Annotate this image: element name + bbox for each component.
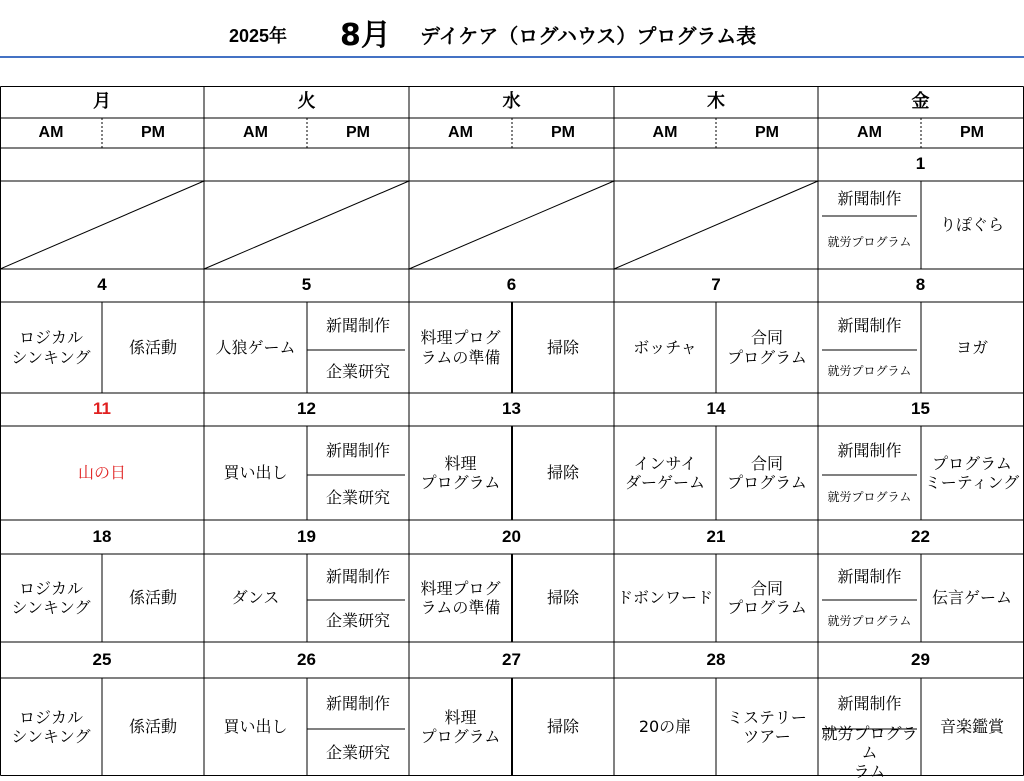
am-activity: ロジカル シンキング	[11, 328, 91, 367]
pm-activity: 新聞制作	[325, 316, 390, 336]
title-year: 2025年	[229, 26, 288, 46]
am-sub-activity: 就労プログラム	[827, 613, 912, 628]
am-activity: ロジカル シンキング	[11, 578, 91, 617]
am-activity: 20の扉	[638, 717, 692, 737]
weekday-header: 木	[707, 91, 725, 113]
pm-activity: 新聞制作	[325, 567, 390, 587]
pm-activity: りぽぐら	[939, 215, 1004, 235]
am-sub-activity: 就労プログラム	[827, 364, 912, 379]
weekday-header: 金	[911, 91, 930, 113]
am-activity: ボッチャ	[633, 337, 697, 357]
date-number: 4	[97, 275, 107, 295]
title-rule	[0, 56, 1024, 58]
am-activity: 新聞制作	[837, 440, 902, 460]
pm-activity: 掃除	[546, 337, 579, 357]
date-number: 1	[915, 154, 926, 174]
pm-activity: ミステリー ツアー	[727, 707, 807, 746]
empty-day-diagonal	[0, 181, 204, 269]
am-activity: ダンス	[231, 588, 280, 608]
am-activity: 料理 プログラム	[420, 707, 501, 746]
pm-activity: 伝言ゲーム	[931, 588, 1012, 608]
weekday-header: 火	[297, 91, 316, 113]
am-activity: 新聞制作	[837, 188, 902, 208]
date-number: 29	[911, 649, 930, 669]
title-month: 8月	[340, 18, 391, 53]
pm-activity: 係活動	[128, 337, 177, 357]
pm-sub-activity: 企業研究	[325, 361, 390, 381]
pm-sub-activity: 企業研究	[325, 742, 390, 762]
holiday-label: 山の日	[77, 463, 126, 483]
am-activity: 買い出し	[223, 717, 288, 737]
program-table	[0, 86, 1024, 781]
am-sub-activity: 就労プログラム	[827, 490, 912, 505]
am-activity: インサイ ダーゲーム	[624, 453, 705, 492]
am-activity: ドボンワード	[616, 588, 713, 608]
pm-activity: 新聞制作	[325, 693, 390, 713]
pm-activity: 掃除	[546, 463, 579, 483]
title-program-name: デイケア（ログハウス）プログラム表	[420, 24, 757, 48]
pm-header: PM	[141, 124, 165, 142]
pm-header: PM	[755, 124, 779, 142]
date-number: 28	[706, 649, 726, 669]
am-activity: 新聞制作	[837, 693, 902, 713]
am-activity: ロジカル シンキング	[11, 707, 91, 746]
am-activity: 新聞制作	[837, 316, 902, 336]
date-number: 13	[502, 399, 521, 419]
am-activity: 料理プログ ラムの準備	[420, 578, 501, 617]
pm-activity: 合同 プログラム	[727, 453, 807, 492]
date-number: 14	[706, 399, 726, 419]
pm-activity: 合同 プログラム	[727, 328, 807, 367]
am-header: AM	[857, 124, 882, 142]
pm-activity: 合同 プログラム	[727, 578, 807, 617]
pm-activity: 係活動	[128, 588, 177, 608]
empty-day-diagonal	[409, 181, 614, 269]
date-number: 25	[92, 649, 112, 669]
date-number: 20	[502, 526, 521, 546]
pm-sub-activity: 企業研究	[325, 487, 390, 507]
date-number: 18	[92, 526, 112, 546]
am-header: AM	[652, 124, 678, 142]
title-bar	[0, 0, 1024, 58]
am-activity: 新聞制作	[837, 567, 902, 587]
date-number: 7	[711, 275, 721, 295]
am-activity: 料理プログ ラムの準備	[420, 328, 501, 367]
date-number: 6	[506, 275, 517, 295]
am-header: AM	[38, 124, 64, 142]
am-header: AM	[243, 124, 268, 142]
empty-day-diagonal	[204, 181, 409, 269]
date-number: 22	[911, 526, 930, 546]
pm-header: PM	[551, 124, 575, 142]
date-number: 8	[915, 275, 926, 295]
am-sub-activity: 就労プログラム ラム	[821, 723, 918, 781]
am-activity: 人狼ゲーム	[215, 337, 296, 357]
date-number: 15	[911, 399, 930, 419]
date-number: 19	[297, 526, 316, 546]
pm-header: PM	[960, 124, 984, 142]
am-activity: 料理 プログラム	[420, 453, 501, 492]
pm-header: PM	[346, 124, 370, 142]
weekday-header: 水	[502, 91, 521, 113]
pm-sub-activity: 企業研究	[325, 611, 390, 631]
date-number: 21	[706, 526, 726, 546]
am-sub-activity: 就労プログラム	[827, 235, 912, 250]
am-header: AM	[448, 124, 473, 142]
pm-activity: プログラム ミーティング	[924, 453, 1020, 492]
date-number: 12	[297, 399, 316, 419]
date-number: 27	[502, 649, 521, 669]
pm-activity: 係活動	[128, 717, 177, 737]
date-number: 26	[297, 649, 316, 669]
pm-activity: 音楽鑑賞	[939, 717, 1004, 737]
pm-activity: 掃除	[546, 588, 579, 608]
empty-day-diagonal	[614, 181, 818, 269]
date-number: 5	[301, 275, 312, 295]
pm-activity: 掃除	[546, 717, 579, 737]
weekday-header: 月	[93, 91, 111, 113]
pm-activity: ヨガ	[955, 337, 988, 357]
pm-activity: 新聞制作	[325, 440, 390, 460]
date-number: 11	[93, 399, 111, 419]
am-activity: 買い出し	[223, 463, 288, 483]
